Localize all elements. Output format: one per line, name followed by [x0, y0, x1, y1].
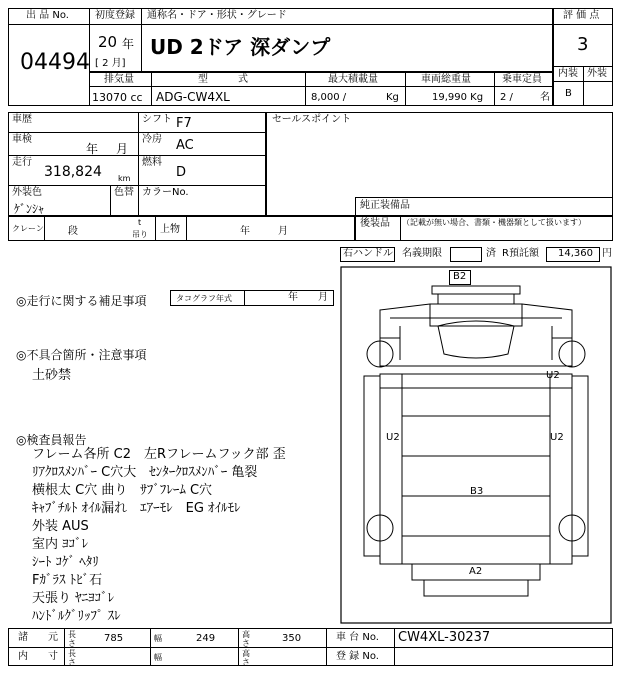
capacity-label: 乗車定員	[502, 74, 542, 85]
fuel-value: D	[176, 165, 187, 180]
height-label: 高さ	[242, 630, 250, 648]
length-value: 785	[104, 633, 124, 644]
inspection-year: 年	[86, 142, 99, 156]
color-label: 外装色	[12, 187, 42, 198]
damage-code-a2: A2	[469, 566, 483, 577]
mount-year: 年	[240, 226, 250, 237]
chassis-label: 車 台 No.	[336, 632, 379, 643]
max-load-value: 8,000 /	[311, 92, 347, 103]
width-label: 幅	[154, 634, 162, 643]
aftermarket-label: 後装品	[360, 218, 390, 229]
mileage-label: 走行	[12, 157, 32, 168]
recycle-mark: 済	[486, 248, 496, 259]
tacho-month: 月	[318, 292, 328, 303]
capacity-value: 2 /	[500, 92, 513, 103]
width-value: 249	[196, 633, 216, 644]
crane-row	[8, 216, 355, 241]
report-line: ｷｬﾌﾞﾁﾙﾄ ｵｲﾙ漏れ ｴｱｰﾓﾚ EG ｵｲﾙﾓﾚ	[32, 501, 241, 516]
shift-label: シフト	[142, 114, 172, 125]
genuine-label: 純正装備品	[360, 200, 410, 211]
history-label: 車歴	[12, 114, 32, 125]
gross-weight-value: 19,990 Kg	[432, 92, 484, 103]
score-value: 3	[577, 34, 589, 55]
damage-code-b2: B2	[453, 271, 467, 282]
month-value: [ 2 月]	[95, 58, 126, 69]
mileage-unit: km	[118, 174, 131, 183]
name-change-label: 名義期限	[402, 248, 442, 259]
damage-code-u2-right: U2	[550, 432, 564, 443]
score-label: 評 価 点	[563, 10, 600, 21]
max-load-unit: Kg	[386, 92, 399, 103]
gross-weight-label: 車両総重量	[421, 74, 471, 85]
ac-label: 冷房	[142, 134, 162, 145]
interior-grade: B	[565, 88, 572, 99]
mileage-value: 318,824	[44, 164, 102, 180]
tacho-label: タコグラフ年式	[176, 294, 232, 303]
report-line: 外装 AUS	[32, 519, 89, 534]
report-line: 天張り ﾔﾆﾖｺﾞﾚ	[32, 591, 115, 606]
defect-notes-label: ◎不具合箇所・注意事項	[16, 348, 147, 362]
height-value: 350	[282, 633, 302, 644]
report-line: ﾊﾝﾄﾞﾙｸﾞﾘｯﾌﾟ ｽﾚ	[32, 609, 121, 624]
report-line: フレーム各所 C2 左Rフレームフック部 歪	[32, 447, 286, 462]
fuel-label: 燃料	[142, 157, 162, 168]
dims-label: 諸 元	[18, 632, 58, 643]
year-value: 20	[98, 33, 118, 51]
inspector-report-label: ◎検査員報告	[16, 433, 87, 447]
color-no-label: 色替	[114, 187, 134, 198]
mount-month: 月	[278, 226, 288, 237]
aftermarket-note: （記載が無い場合、書類・機器類として扱います）	[402, 218, 586, 227]
crane-label: クレーン	[12, 224, 44, 233]
inspection-label: 車検	[12, 134, 32, 145]
report-line: ｼｰﾄ ｺｹﾞ ﾍﾀﾘ	[32, 555, 99, 570]
model-value: ADG-CW4XL	[156, 90, 230, 104]
report-line: 横根太 C穴 曲り ｻﾌﾞﾌﾚｰﾑ C穴	[32, 483, 213, 498]
year-unit: 年	[122, 37, 135, 51]
report-line: 室内 ﾖｺﾞﾚ	[32, 537, 89, 552]
car-name: UD 2ドア 深ダンプ	[150, 35, 331, 59]
report-line: ﾘｱｸﾛｽﾒﾝﾊﾞｰ C穴大 ｾﾝﾀｰｸﾛｽﾒﾝﾊﾞｰ 亀裂	[32, 465, 258, 480]
report-line: Fｶﾞﾗｽ ﾄﾋﾞ石	[32, 573, 103, 588]
crane-stage: 段	[68, 226, 78, 237]
defect-item: 土砂禁	[32, 368, 72, 383]
inner-length-label: 長さ	[68, 649, 76, 667]
shift-value: F7	[176, 116, 192, 131]
inspection-month: 月	[116, 142, 129, 156]
displacement-label: 排気量	[104, 74, 134, 85]
reg-no-label: 登 録 No.	[336, 651, 379, 662]
max-load-label: 最大積載量	[328, 74, 378, 85]
lot-no-label: 出 品 No.	[26, 10, 69, 21]
sales-point-label: セールスポイント	[272, 114, 352, 125]
recycle-label: R預託額	[502, 248, 539, 259]
damage-code-b3: B3	[470, 486, 484, 497]
name-label: 通称名・ドア・形状・グレード	[147, 10, 287, 21]
inner-dims-label: 内 寸	[18, 651, 58, 662]
interior-label: 内装	[558, 68, 578, 79]
chassis-value: CW4XL-30237	[398, 630, 491, 645]
inner-height-label: 高さ	[242, 649, 250, 667]
recycle-value: 14,360	[558, 248, 593, 259]
tacho-year: 年	[288, 292, 298, 303]
color-no2-label: カラーNo.	[142, 187, 189, 198]
exterior-label: 外装	[587, 68, 607, 79]
displacement-value: 13070 cc	[92, 91, 143, 104]
inner-width-label: 幅	[154, 653, 162, 662]
crane-lift: 吊り	[132, 230, 148, 239]
mount-label: 上物	[160, 224, 180, 235]
right-hand-label: 右ハンドル	[343, 248, 393, 259]
crane-t: t	[138, 218, 142, 227]
recycle-unit: 円	[602, 248, 612, 259]
capacity-unit: 名	[540, 92, 550, 103]
length-label: 長さ	[68, 630, 76, 648]
driving-notes-label: ◎走行に関する補足事項	[16, 294, 147, 308]
ac-value: AC	[176, 138, 194, 153]
name-change-box	[450, 247, 482, 262]
damage-code-u2-left: U2	[386, 432, 400, 443]
model-label: 型 式	[198, 74, 248, 85]
first-reg-label: 初度登録	[95, 10, 135, 21]
lot-no-value: 04494	[20, 50, 90, 75]
damage-code-u2-right-upper: U2	[546, 370, 560, 381]
color-value: ｹﾞﾝｼｬ	[14, 202, 45, 216]
